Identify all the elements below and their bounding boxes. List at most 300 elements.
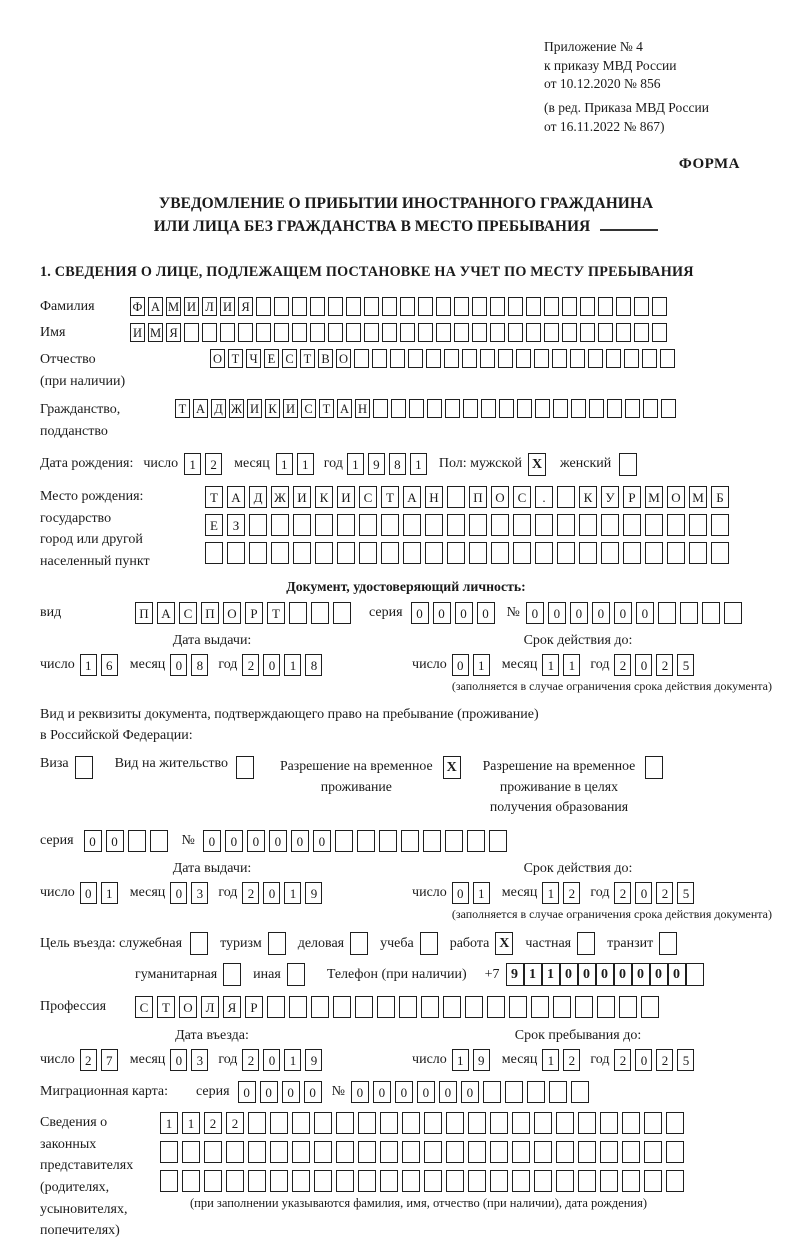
char-box[interactable] bbox=[328, 297, 343, 316]
char-box[interactable] bbox=[625, 399, 640, 418]
char-box[interactable]: М bbox=[148, 323, 163, 342]
char-box[interactable] bbox=[645, 542, 663, 564]
char-box[interactable] bbox=[556, 1141, 574, 1163]
char-box[interactable] bbox=[446, 1112, 464, 1134]
char-box[interactable] bbox=[467, 830, 485, 852]
char-box[interactable] bbox=[346, 323, 361, 342]
char-box[interactable] bbox=[644, 1141, 662, 1163]
char-box[interactable] bbox=[444, 349, 459, 368]
char-box[interactable]: 0 bbox=[260, 1081, 278, 1103]
char-box[interactable]: 0 bbox=[614, 602, 632, 624]
char-box[interactable] bbox=[575, 996, 593, 1018]
char-box[interactable] bbox=[359, 514, 377, 536]
char-box[interactable] bbox=[310, 323, 325, 342]
char-box[interactable] bbox=[557, 486, 575, 508]
char-box[interactable]: М bbox=[166, 297, 181, 316]
char-box[interactable] bbox=[465, 996, 483, 1018]
char-box[interactable] bbox=[289, 602, 307, 624]
char-box[interactable] bbox=[534, 349, 549, 368]
char-box[interactable]: Н bbox=[425, 486, 443, 508]
char-box[interactable] bbox=[645, 514, 663, 536]
char-box[interactable] bbox=[462, 349, 477, 368]
char-box[interactable] bbox=[623, 514, 641, 536]
char-box[interactable] bbox=[184, 323, 199, 342]
char-box[interactable] bbox=[556, 1112, 574, 1134]
char-box[interactable] bbox=[447, 514, 465, 536]
char-box[interactable] bbox=[512, 1170, 530, 1192]
char-box[interactable] bbox=[377, 996, 395, 1018]
char-box[interactable] bbox=[358, 1170, 376, 1192]
char-box[interactable] bbox=[702, 602, 720, 624]
char-box[interactable] bbox=[616, 323, 631, 342]
char-box[interactable] bbox=[667, 514, 685, 536]
char-box[interactable] bbox=[472, 297, 487, 316]
char-box[interactable]: С bbox=[179, 602, 197, 624]
char-box[interactable]: 1 bbox=[284, 882, 301, 904]
char-box[interactable] bbox=[505, 1081, 523, 1103]
char-box[interactable] bbox=[379, 830, 397, 852]
char-box[interactable] bbox=[463, 399, 478, 418]
char-box[interactable] bbox=[597, 996, 615, 1018]
char-box[interactable]: 0 bbox=[282, 1081, 300, 1103]
char-box[interactable] bbox=[424, 1170, 442, 1192]
char-box[interactable] bbox=[380, 1112, 398, 1134]
char-box[interactable]: О bbox=[667, 486, 685, 508]
char-box[interactable] bbox=[527, 1081, 545, 1103]
char-box[interactable] bbox=[333, 996, 351, 1018]
char-box[interactable] bbox=[350, 932, 368, 955]
char-box[interactable]: С bbox=[301, 399, 316, 418]
doc-issue-month-boxes[interactable] bbox=[170, 654, 212, 676]
char-box[interactable] bbox=[336, 1170, 354, 1192]
char-box[interactable]: П bbox=[469, 486, 487, 508]
char-box[interactable] bbox=[557, 514, 575, 536]
char-box[interactable] bbox=[336, 1112, 354, 1134]
char-box[interactable] bbox=[562, 323, 577, 342]
char-box[interactable]: И bbox=[130, 323, 145, 342]
char-box[interactable]: X bbox=[443, 756, 461, 779]
char-box[interactable]: 0 bbox=[560, 963, 578, 986]
char-box[interactable] bbox=[293, 542, 311, 564]
char-box[interactable]: Р bbox=[245, 602, 263, 624]
char-box[interactable] bbox=[425, 514, 443, 536]
char-box[interactable] bbox=[292, 1141, 310, 1163]
char-box[interactable] bbox=[204, 1141, 222, 1163]
char-box[interactable]: У bbox=[601, 486, 619, 508]
char-box[interactable] bbox=[624, 349, 639, 368]
char-box[interactable] bbox=[75, 756, 93, 779]
char-box[interactable] bbox=[236, 756, 254, 779]
char-box[interactable]: Т bbox=[228, 349, 243, 368]
char-box[interactable]: 9 bbox=[506, 963, 524, 986]
char-box[interactable]: Т bbox=[381, 486, 399, 508]
char-box[interactable] bbox=[401, 830, 419, 852]
char-box[interactable] bbox=[658, 602, 676, 624]
entry-day-boxes[interactable] bbox=[80, 1049, 122, 1071]
purpose-business-checkbox[interactable] bbox=[350, 932, 368, 955]
char-box[interactable]: З bbox=[227, 514, 245, 536]
char-box[interactable] bbox=[128, 830, 146, 852]
permit-valid-year-boxes[interactable] bbox=[614, 882, 698, 904]
char-box[interactable]: 1 bbox=[563, 654, 580, 676]
char-box[interactable]: 0 bbox=[84, 830, 102, 852]
phone-boxes[interactable] bbox=[506, 963, 704, 986]
char-box[interactable] bbox=[314, 1112, 332, 1134]
char-box[interactable] bbox=[508, 297, 523, 316]
char-box[interactable] bbox=[622, 1112, 640, 1134]
char-box[interactable]: О bbox=[491, 486, 509, 508]
char-box[interactable] bbox=[190, 932, 208, 955]
char-box[interactable] bbox=[480, 349, 495, 368]
char-box[interactable] bbox=[454, 323, 469, 342]
doc-valid-day-boxes[interactable] bbox=[452, 654, 494, 676]
char-box[interactable] bbox=[544, 323, 559, 342]
char-box[interactable] bbox=[271, 514, 289, 536]
char-box[interactable] bbox=[589, 399, 604, 418]
char-box[interactable] bbox=[403, 542, 421, 564]
char-box[interactable]: П bbox=[201, 602, 219, 624]
char-box[interactable]: 0 bbox=[592, 602, 610, 624]
char-box[interactable] bbox=[226, 1170, 244, 1192]
char-box[interactable] bbox=[711, 514, 729, 536]
char-box[interactable] bbox=[667, 542, 685, 564]
char-box[interactable]: 0 bbox=[170, 654, 187, 676]
char-box[interactable] bbox=[248, 1112, 266, 1134]
purpose-transit-checkbox[interactable] bbox=[659, 932, 677, 955]
char-box[interactable]: 2 bbox=[614, 882, 631, 904]
char-box[interactable] bbox=[643, 399, 658, 418]
char-box[interactable] bbox=[391, 399, 406, 418]
char-box[interactable] bbox=[570, 349, 585, 368]
char-box[interactable]: П bbox=[135, 602, 153, 624]
char-box[interactable]: 2 bbox=[226, 1112, 244, 1134]
char-box[interactable]: 0 bbox=[80, 882, 97, 904]
char-box[interactable]: И bbox=[293, 486, 311, 508]
char-box[interactable]: К bbox=[315, 486, 333, 508]
char-box[interactable] bbox=[292, 297, 307, 316]
char-box[interactable]: 0 bbox=[635, 1049, 652, 1071]
char-box[interactable]: М bbox=[689, 486, 707, 508]
char-box[interactable] bbox=[469, 542, 487, 564]
char-box[interactable] bbox=[642, 349, 657, 368]
char-box[interactable]: 0 bbox=[614, 963, 632, 986]
char-box[interactable]: Л bbox=[202, 297, 217, 316]
char-box[interactable]: И bbox=[184, 297, 199, 316]
char-box[interactable] bbox=[577, 932, 595, 955]
char-box[interactable] bbox=[553, 996, 571, 1018]
char-box[interactable] bbox=[652, 297, 667, 316]
char-box[interactable]: 0 bbox=[238, 1081, 256, 1103]
char-box[interactable] bbox=[659, 932, 677, 955]
char-box[interactable]: Е bbox=[264, 349, 279, 368]
char-box[interactable] bbox=[468, 1112, 486, 1134]
char-box[interactable] bbox=[408, 349, 423, 368]
char-box[interactable]: 2 bbox=[656, 1049, 673, 1071]
char-box[interactable] bbox=[311, 996, 329, 1018]
char-box[interactable]: 0 bbox=[578, 963, 596, 986]
purpose-other-checkbox[interactable] bbox=[287, 963, 305, 986]
char-box[interactable] bbox=[390, 349, 405, 368]
citizenship-boxes[interactable] bbox=[175, 399, 679, 418]
char-box[interactable]: С bbox=[359, 486, 377, 508]
char-box[interactable] bbox=[424, 1141, 442, 1163]
char-box[interactable] bbox=[380, 1141, 398, 1163]
char-box[interactable]: А bbox=[148, 297, 163, 316]
entry-year-boxes[interactable] bbox=[242, 1049, 326, 1071]
sex-male-checkbox[interactable] bbox=[528, 453, 546, 476]
char-box[interactable] bbox=[619, 996, 637, 1018]
char-box[interactable] bbox=[490, 323, 505, 342]
birth-place-row1-boxes[interactable] bbox=[205, 486, 733, 508]
char-box[interactable] bbox=[512, 1141, 530, 1163]
char-box[interactable]: 5 bbox=[677, 1049, 694, 1071]
char-box[interactable] bbox=[580, 323, 595, 342]
char-box[interactable] bbox=[402, 1141, 420, 1163]
char-box[interactable] bbox=[420, 932, 438, 955]
char-box[interactable]: 9 bbox=[305, 1049, 322, 1071]
char-box[interactable]: 1 bbox=[524, 963, 542, 986]
char-box[interactable] bbox=[220, 323, 235, 342]
char-box[interactable] bbox=[336, 1141, 354, 1163]
stay-month-boxes[interactable] bbox=[542, 1049, 584, 1071]
char-box[interactable] bbox=[426, 349, 441, 368]
char-box[interactable]: Ж bbox=[229, 399, 244, 418]
char-box[interactable]: 0 bbox=[439, 1081, 457, 1103]
char-box[interactable] bbox=[418, 297, 433, 316]
char-box[interactable] bbox=[418, 323, 433, 342]
char-box[interactable] bbox=[292, 1170, 310, 1192]
char-box[interactable] bbox=[652, 323, 667, 342]
char-box[interactable]: Д bbox=[211, 399, 226, 418]
char-box[interactable]: Т bbox=[267, 602, 285, 624]
purpose-private-checkbox[interactable] bbox=[577, 932, 595, 955]
char-box[interactable]: 2 bbox=[204, 1112, 222, 1134]
char-box[interactable] bbox=[588, 349, 603, 368]
char-box[interactable] bbox=[600, 1112, 618, 1134]
char-box[interactable] bbox=[556, 1170, 574, 1192]
char-box[interactable] bbox=[468, 1170, 486, 1192]
char-box[interactable] bbox=[644, 1112, 662, 1134]
char-box[interactable] bbox=[270, 1112, 288, 1134]
char-box[interactable] bbox=[274, 297, 289, 316]
purpose-study-checkbox[interactable] bbox=[420, 932, 438, 955]
char-box[interactable]: 2 bbox=[656, 654, 673, 676]
char-box[interactable]: 1 bbox=[276, 453, 293, 475]
char-box[interactable]: 1 bbox=[347, 453, 364, 475]
char-box[interactable] bbox=[424, 1112, 442, 1134]
char-box[interactable] bbox=[634, 323, 649, 342]
permit-series-boxes[interactable] bbox=[84, 830, 172, 852]
char-box[interactable]: И bbox=[283, 399, 298, 418]
char-box[interactable]: 0 bbox=[461, 1081, 479, 1103]
char-box[interactable]: 3 bbox=[191, 1049, 208, 1071]
char-box[interactable] bbox=[382, 297, 397, 316]
char-box[interactable] bbox=[381, 542, 399, 564]
char-box[interactable] bbox=[382, 323, 397, 342]
char-box[interactable] bbox=[606, 349, 621, 368]
char-box[interactable]: 1 bbox=[410, 453, 427, 475]
char-box[interactable] bbox=[578, 1170, 596, 1192]
char-box[interactable]: О bbox=[336, 349, 351, 368]
char-box[interactable]: 0 bbox=[455, 602, 473, 624]
char-box[interactable] bbox=[600, 1170, 618, 1192]
char-box[interactable]: 0 bbox=[225, 830, 243, 852]
doc-number-boxes[interactable] bbox=[526, 602, 746, 624]
char-box[interactable] bbox=[399, 996, 417, 1018]
char-box[interactable]: 0 bbox=[373, 1081, 391, 1103]
char-box[interactable] bbox=[380, 1170, 398, 1192]
char-box[interactable] bbox=[447, 486, 465, 508]
char-box[interactable]: Я bbox=[238, 297, 253, 316]
char-box[interactable]: 0 bbox=[548, 602, 566, 624]
char-box[interactable]: Д bbox=[249, 486, 267, 508]
char-box[interactable]: 0 bbox=[106, 830, 124, 852]
char-box[interactable] bbox=[292, 323, 307, 342]
char-box[interactable] bbox=[335, 830, 353, 852]
char-box[interactable]: 0 bbox=[650, 963, 668, 986]
char-box[interactable]: 8 bbox=[305, 654, 322, 676]
char-box[interactable] bbox=[490, 1141, 508, 1163]
char-box[interactable]: 1 bbox=[160, 1112, 178, 1134]
char-box[interactable] bbox=[354, 349, 369, 368]
char-box[interactable]: Б bbox=[711, 486, 729, 508]
char-box[interactable]: 1 bbox=[473, 654, 490, 676]
char-box[interactable] bbox=[364, 297, 379, 316]
char-box[interactable] bbox=[445, 399, 460, 418]
char-box[interactable]: 2 bbox=[614, 654, 631, 676]
char-box[interactable] bbox=[487, 996, 505, 1018]
char-box[interactable] bbox=[249, 542, 267, 564]
char-box[interactable]: А bbox=[403, 486, 421, 508]
char-box[interactable]: 0 bbox=[247, 830, 265, 852]
char-box[interactable] bbox=[544, 297, 559, 316]
purpose-work-checkbox[interactable] bbox=[495, 932, 513, 955]
char-box[interactable] bbox=[315, 514, 333, 536]
char-box[interactable]: 1 bbox=[542, 654, 559, 676]
char-box[interactable] bbox=[481, 399, 496, 418]
char-box[interactable] bbox=[248, 1170, 266, 1192]
permit-issue-day-boxes[interactable] bbox=[80, 882, 122, 904]
char-box[interactable] bbox=[498, 349, 513, 368]
char-box[interactable] bbox=[421, 996, 439, 1018]
char-box[interactable] bbox=[534, 1141, 552, 1163]
char-box[interactable]: 0 bbox=[668, 963, 686, 986]
char-box[interactable] bbox=[409, 399, 424, 418]
doc-kind-boxes[interactable] bbox=[135, 602, 355, 624]
char-box[interactable] bbox=[516, 349, 531, 368]
char-box[interactable] bbox=[641, 996, 659, 1018]
char-box[interactable]: 0 bbox=[452, 882, 469, 904]
char-box[interactable] bbox=[425, 542, 443, 564]
char-box[interactable] bbox=[268, 932, 286, 955]
char-box[interactable] bbox=[553, 399, 568, 418]
char-box[interactable] bbox=[150, 830, 168, 852]
doc-issue-day-boxes[interactable] bbox=[80, 654, 122, 676]
char-box[interactable]: 0 bbox=[417, 1081, 435, 1103]
char-box[interactable]: Т bbox=[175, 399, 190, 418]
char-box[interactable] bbox=[661, 399, 676, 418]
permit-number-boxes[interactable] bbox=[203, 830, 511, 852]
char-box[interactable] bbox=[680, 602, 698, 624]
char-box[interactable] bbox=[364, 323, 379, 342]
char-box[interactable]: 1 bbox=[101, 882, 118, 904]
char-box[interactable]: Т bbox=[319, 399, 334, 418]
migration-series-boxes[interactable] bbox=[238, 1081, 326, 1103]
purpose-humanitarian-checkbox[interactable] bbox=[223, 963, 241, 986]
char-box[interactable] bbox=[314, 1170, 332, 1192]
patronymic-boxes[interactable] bbox=[210, 349, 678, 368]
visa-checkbox[interactable] bbox=[75, 756, 93, 779]
char-box[interactable]: 0 bbox=[452, 654, 469, 676]
char-box[interactable]: X bbox=[495, 932, 513, 955]
migration-number-boxes[interactable] bbox=[351, 1081, 593, 1103]
char-box[interactable]: 0 bbox=[635, 882, 652, 904]
char-box[interactable]: 1 bbox=[542, 1049, 559, 1071]
char-box[interactable] bbox=[226, 1141, 244, 1163]
char-box[interactable] bbox=[292, 1112, 310, 1134]
char-box[interactable]: 2 bbox=[614, 1049, 631, 1071]
char-box[interactable]: 8 bbox=[389, 453, 406, 475]
char-box[interactable]: 0 bbox=[395, 1081, 413, 1103]
char-box[interactable]: 9 bbox=[473, 1049, 490, 1071]
residence-permit-checkbox[interactable] bbox=[236, 756, 254, 779]
char-box[interactable] bbox=[436, 323, 451, 342]
char-box[interactable] bbox=[549, 1081, 567, 1103]
char-box[interactable]: 8 bbox=[191, 654, 208, 676]
char-box[interactable] bbox=[423, 830, 441, 852]
char-box[interactable]: К bbox=[265, 399, 280, 418]
char-box[interactable] bbox=[204, 1170, 222, 1192]
char-box[interactable] bbox=[571, 399, 586, 418]
char-box[interactable]: 0 bbox=[263, 1049, 280, 1071]
char-box[interactable] bbox=[552, 349, 567, 368]
char-box[interactable]: О bbox=[179, 996, 197, 1018]
char-box[interactable]: 0 bbox=[313, 830, 331, 852]
char-box[interactable]: X bbox=[528, 453, 546, 476]
char-box[interactable] bbox=[622, 1141, 640, 1163]
char-box[interactable] bbox=[355, 996, 373, 1018]
doc-valid-month-boxes[interactable] bbox=[542, 654, 584, 676]
char-box[interactable] bbox=[724, 602, 742, 624]
char-box[interactable] bbox=[578, 1141, 596, 1163]
char-box[interactable]: А bbox=[157, 602, 175, 624]
char-box[interactable] bbox=[469, 514, 487, 536]
char-box[interactable] bbox=[160, 1141, 178, 1163]
char-box[interactable] bbox=[346, 297, 361, 316]
char-box[interactable]: 1 bbox=[473, 882, 490, 904]
char-box[interactable] bbox=[289, 996, 307, 1018]
char-box[interactable] bbox=[534, 1170, 552, 1192]
char-box[interactable] bbox=[445, 830, 463, 852]
char-box[interactable]: 1 bbox=[80, 654, 97, 676]
char-box[interactable] bbox=[601, 514, 619, 536]
char-box[interactable] bbox=[513, 514, 531, 536]
char-box[interactable] bbox=[293, 514, 311, 536]
char-box[interactable]: 0 bbox=[635, 654, 652, 676]
char-box[interactable] bbox=[535, 542, 553, 564]
char-box[interactable]: 9 bbox=[305, 882, 322, 904]
char-box[interactable] bbox=[381, 514, 399, 536]
char-box[interactable]: 0 bbox=[526, 602, 544, 624]
char-box[interactable] bbox=[607, 399, 622, 418]
char-box[interactable] bbox=[666, 1112, 684, 1134]
char-box[interactable] bbox=[402, 1112, 420, 1134]
char-box[interactable] bbox=[490, 1112, 508, 1134]
stay-year-boxes[interactable] bbox=[614, 1049, 698, 1071]
char-box[interactable] bbox=[483, 1081, 501, 1103]
char-box[interactable] bbox=[311, 602, 329, 624]
char-box[interactable] bbox=[660, 349, 675, 368]
